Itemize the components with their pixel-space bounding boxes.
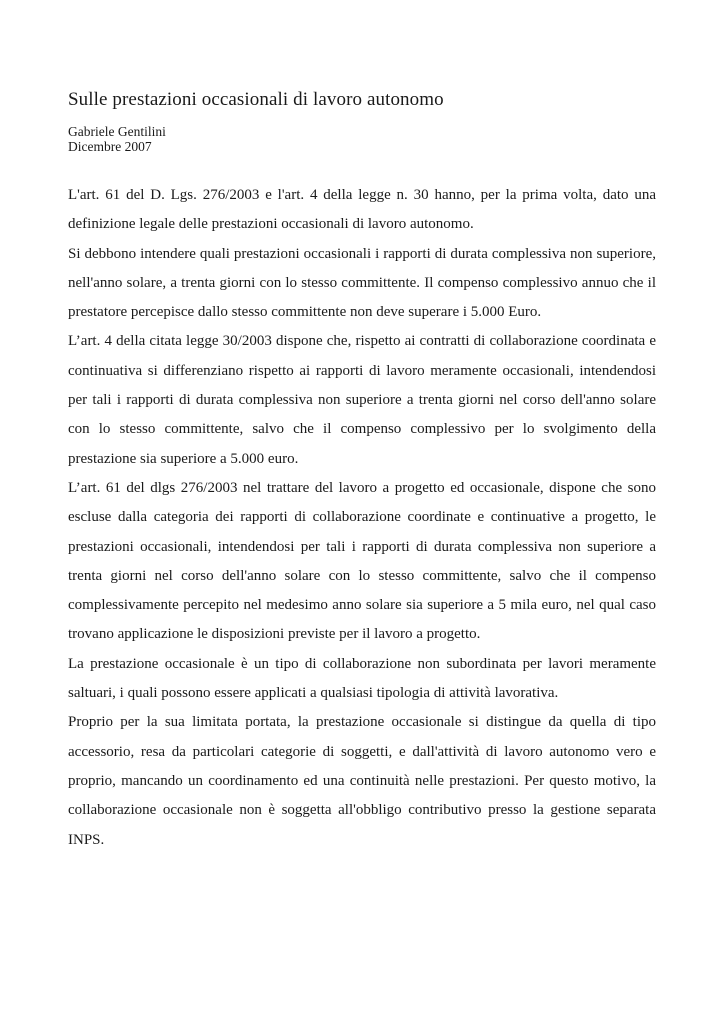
document-body (68, 181, 656, 855)
paragraph-1: L'art. 61 del D. Lgs. 276/2003 e l'art. 4 della legge n. 30 hanno, per la prima volta, dato una definizione legale delle prestazioni occasionali di lavoro autonomo. (68, 187, 656, 233)
paragraph-2: Si debbono intendere quali prestazioni occasionali i rapporti di durata complessiva non superiore, nell'anno solare, a trenta giorni con lo stesso committente. Il compenso complessivo annuo che il prestatore percepisce dallo stesso committente non deve superare i 5.000 Euro. (68, 245, 656, 321)
document-date: Dicembre 2007 (68, 139, 152, 154)
paragraph-4: L’art. 61 del dlgs 276/2003 nel trattare del lavoro a progetto ed occasionale, dispone che sono escluse dalla categoria dei rapporti di collaborazione coordinate e continuative a progetto, le prestazioni occasionali, intendendosi per tali i rapporti di durata complessiva non superiore a trenta giorni nel corso dell'anno solare con lo stesso committente, salvo che il compenso complessivamente percepito nel medesimo anno solare sia superiore a 5 mila euro, nel qual caso trovano applicazione le disposizioni previste per il lavoro a progetto. (68, 479, 656, 643)
document-title: Sulle prestazioni occasionali di lavoro autonomo (68, 89, 444, 110)
document-page (68, 88, 656, 855)
paragraph-6: Proprio per la sua limitata portata, la prestazione occasionale si distingue da quella di tipo accessorio, resa da particolari categorie di soggetti, e dall'attività di lavoro autonomo vero e proprio, mancando un coordinamento ed una continuità nelle prestazioni. Per questo motivo, la collaborazione occasionale non è soggetta all'obbligo contributivo presso la gestione separata INPS. (68, 714, 656, 848)
paragraph-3: L’art. 4 della citata legge 30/2003 dispone che, rispetto ai contratti di collaborazione coordinata e continuativa si differenziano rispetto ai rapporti di lavoro meramente occasionali, intendendosi per tali i rapporti di durata complessiva non superiore a trenta giorni nel corso dell'anno solare con lo stesso committente, salvo che il compenso complessivo per lo svolgimento della prestazione sia superiore a 5.000 euro. (68, 333, 656, 467)
author-name: Gabriele Gentilini (68, 124, 166, 139)
document-meta (68, 124, 656, 154)
paragraph-5: La prestazione occasionale è un tipo di collaborazione non subordinata per lavori meramente saltuari, i quali possono essere applicati a qualsiasi tipologia di attività lavorativa. (68, 655, 656, 702)
